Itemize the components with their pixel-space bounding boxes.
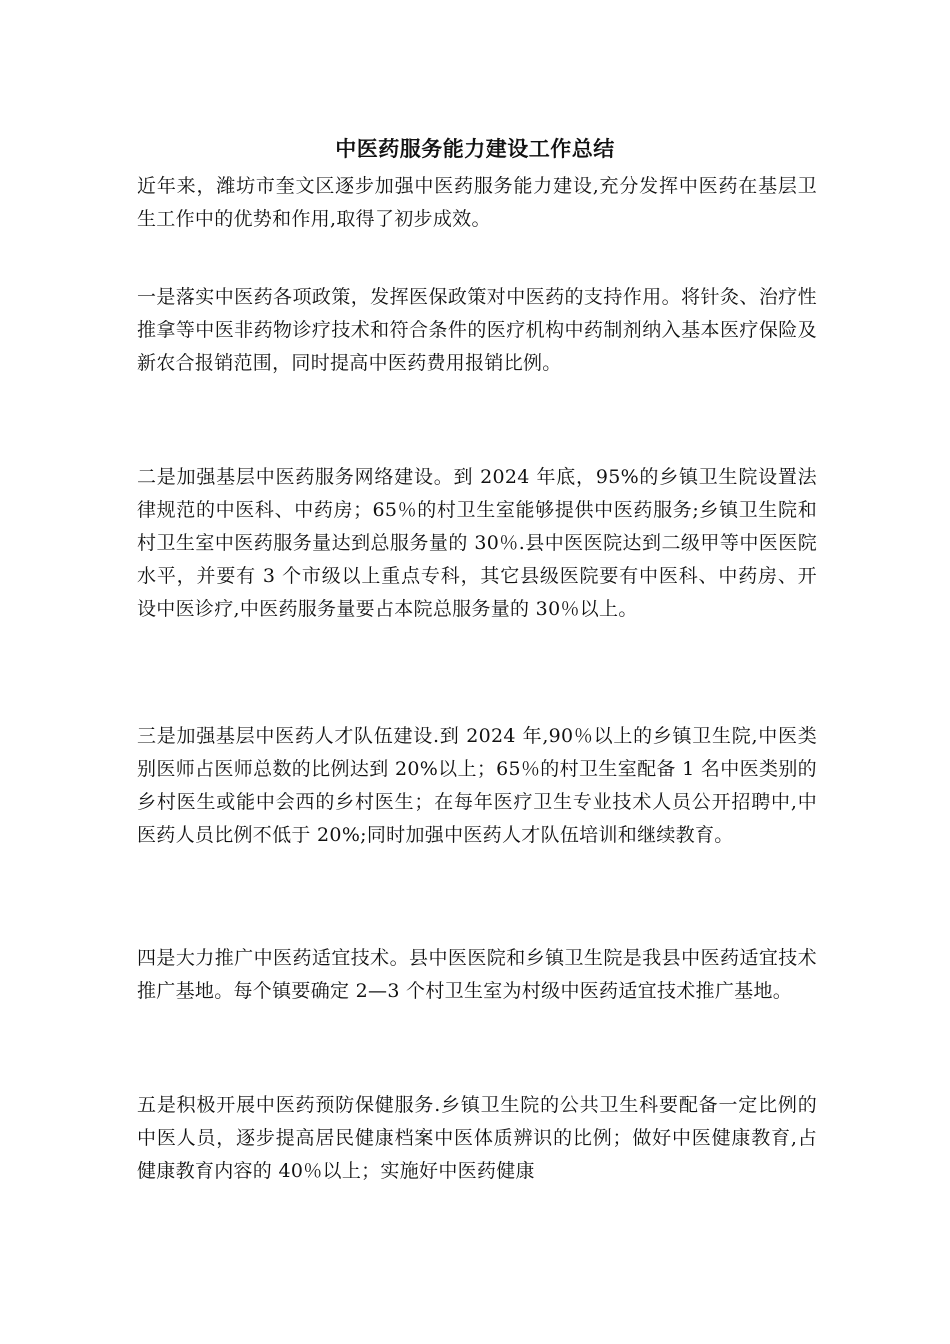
document-title: 中医药服务能力建设工作总结 xyxy=(335,136,615,161)
paragraph-intro: 近年来，潍坊市奎文区逐步加强中医药服务能力建设,充分发挥中医药在基层卫生工作中的优势和作用,取得了初步成效。 xyxy=(137,175,817,230)
paragraph-policy: 一是落实中医药各项政策，发挥医保政策对中医药的支持作用。将针灸、治疗性推拿等中医非药物诊疗技术和符合条件的医疗机构中药制剂纳入基本医疗保险及新农合报销范围，同时提高中医药费用报销比例。 xyxy=(137,286,817,374)
paragraph-talent-team: 三是加强基层中医药人才队伍建设.到 2024 年,90％以上的乡镇卫生院,中医类别医师占医师总数的比例达到 20%以上；65％的村卫生室配备 1 名中医类别的乡村医生或能中会西的乡村医生；在每年医疗卫生专业技术人员公开招聘中,中医药人员比例不低于 20%;同时加强中医药人才队伍培训和继续教育。 xyxy=(137,725,817,846)
paragraph-prevention-health: 五是积极开展中医药预防保健服务.乡镇卫生院的公共卫生科要配备一定比例的中医人员，逐步提高居民健康档案中医体质辨识的比例；做好中医健康教育,占健康教育内容的 40％以上；实施好中医药健康 xyxy=(137,1094,817,1182)
paragraph-service-network: 二是加强基层中医药服务网络建设。到 2024 年底，95%的乡镇卫生院设置法律规范的中医科、中药房；65％的村卫生室能够提供中医药服务;乡镇卫生院和村卫生室中医药服务量达到总服务量的 30％.县中医医院达到二级甲等中医医院水平，并要有 3 个市级以上重点专科，其它县级医院要有中医科、中药房、开设中医诊疗,中医药服务量要占本院总服务量的 30％以上。 xyxy=(137,466,817,620)
paragraph-appropriate-technology: 四是大力推广中医药适宜技术。县中医医院和乡镇卫生院是我县中医药适宜技术推广基地。每个镇要确定 2—3 个村卫生室为村级中医药适宜技术推广基地。 xyxy=(137,947,817,1002)
